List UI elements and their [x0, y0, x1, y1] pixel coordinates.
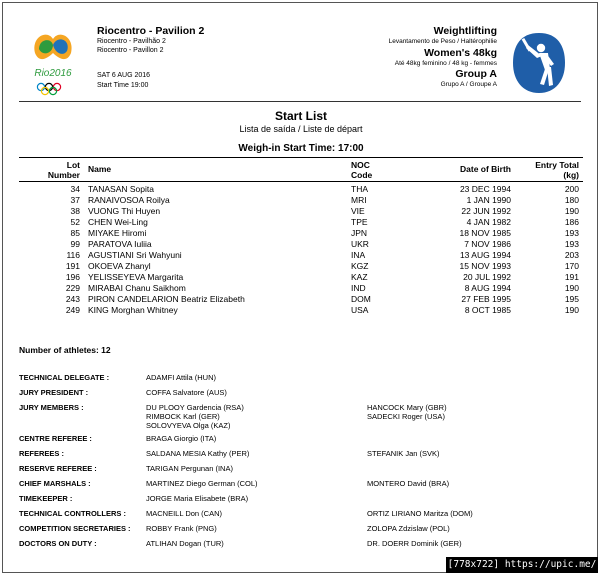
official-name: TARIGAN Pergunan (INA)	[146, 464, 233, 473]
noc-code: IND	[351, 283, 366, 293]
official-name: ROBBY Frank (PNG)	[146, 524, 217, 533]
header-lot: Lot Number	[47, 160, 80, 180]
official-role: TECHNICAL CONTROLLERS :	[19, 509, 126, 518]
header-name: Name	[88, 164, 112, 174]
official-role: DOCTORS ON DUTY :	[19, 539, 97, 548]
header-noc: NOC Code	[351, 160, 373, 180]
entry-total: 190	[564, 206, 579, 216]
header-divider	[19, 101, 581, 102]
official-role: COMPETITION SECRETARIES :	[19, 524, 131, 533]
date-of-birth: 23 DEC 1994	[459, 184, 511, 194]
official-row	[19, 494, 583, 509]
athlete-name: TANASAN Sopita	[88, 184, 154, 194]
official-names	[146, 479, 258, 488]
event-name-translations: Até 48kg feminino / 48 kg - femmes	[394, 59, 497, 67]
entry-total: 190	[564, 283, 579, 293]
officials-list	[19, 373, 583, 554]
official-names	[367, 403, 447, 421]
official-names	[146, 388, 227, 397]
noc-code: TPE	[351, 217, 368, 227]
official-name: DU PLOOY Gardencia (RSA)	[146, 403, 244, 412]
venue-name-pt: Riocentro - Pavilhão 2	[97, 38, 166, 45]
entry-total: 195	[564, 294, 579, 304]
official-names	[146, 524, 217, 533]
entry-total: 193	[564, 239, 579, 249]
lot-number: 37	[70, 195, 80, 205]
official-names	[146, 434, 216, 443]
official-names	[146, 449, 249, 458]
table-row	[19, 206, 583, 217]
table-row	[19, 195, 583, 206]
noc-code: THA	[351, 184, 368, 194]
official-row	[19, 373, 583, 388]
lot-number: 38	[70, 206, 80, 216]
official-row	[19, 524, 583, 539]
official-names	[146, 464, 233, 473]
table-row	[19, 250, 583, 261]
athlete-name: MIYAKE Hiromi	[88, 228, 147, 238]
official-row	[19, 539, 583, 554]
date-of-birth: 15 NOV 1993	[459, 261, 511, 271]
entry-total: 170	[564, 261, 579, 271]
official-name: COFFA Salvatore (AUS)	[146, 388, 227, 397]
date-of-birth: 13 AUG 1994	[459, 250, 511, 260]
venue-block	[97, 25, 204, 55]
official-name: MARTINEZ Diego German (COL)	[146, 479, 258, 488]
official-role: TECHNICAL DELEGATE :	[19, 373, 110, 382]
noc-code: USA	[351, 305, 369, 315]
header-dob: Date of Birth	[460, 164, 511, 174]
athlete-name: MIRABAI Chanu Saikhom	[88, 283, 186, 293]
official-name: ORTIZ LIRIANO Maritza (DOM)	[367, 509, 473, 518]
table-row	[19, 239, 583, 250]
official-name: JORGE Maria Elisabete (BRA)	[146, 494, 249, 503]
lot-number: 34	[70, 184, 80, 194]
entry-total: 193	[564, 228, 579, 238]
event-block	[389, 25, 497, 90]
official-name: STEFANIK Jan (SVK)	[367, 449, 440, 458]
table-header	[19, 157, 583, 182]
official-names	[367, 509, 473, 518]
date-of-birth: 8 OCT 1985	[464, 305, 511, 315]
lot-number: 99	[70, 239, 80, 249]
official-name: SOLOVYEVA Olga (KAZ)	[146, 421, 231, 430]
rio2016-logo	[25, 23, 81, 99]
session-date: SAT 6 AUG 2016	[97, 72, 151, 79]
official-role: TIMEKEEPER :	[19, 494, 73, 503]
official-role: CHIEF MARSHALS :	[19, 479, 91, 488]
official-role: JURY MEMBERS :	[19, 403, 84, 412]
athlete-name: PIRON CANDELARION Beatriz Elizabeth	[88, 294, 245, 304]
official-name: ADAMFI Attila (HUN)	[146, 373, 217, 382]
noc-code: VIE	[351, 206, 365, 216]
date-of-birth: 20 JUL 1992	[463, 272, 511, 282]
official-row	[19, 449, 583, 464]
date-of-birth: 1 JAN 1990	[466, 195, 511, 205]
table-row	[19, 228, 583, 239]
official-role: RESERVE REFEREE :	[19, 464, 97, 473]
noc-code: DOM	[351, 294, 371, 304]
official-names	[146, 539, 224, 548]
lot-number: 116	[66, 250, 80, 260]
lot-number: 229	[65, 283, 80, 293]
table-row	[19, 272, 583, 283]
noc-code: JPN	[351, 228, 368, 238]
header-entry-total: Entry Total (kg)	[535, 160, 579, 180]
official-names	[367, 449, 440, 458]
official-names	[367, 524, 450, 533]
entry-total: 180	[564, 195, 579, 205]
official-row	[19, 403, 583, 434]
venue-name-fr: Riocentro - Pavillon 2	[97, 47, 164, 54]
table-row	[19, 261, 583, 272]
weigh-in-time: Weigh-in Start Time: 17:00	[238, 143, 364, 154]
group-name: Group A	[455, 68, 497, 80]
table-row	[19, 294, 583, 305]
noc-code: MRI	[351, 195, 367, 205]
official-names	[146, 373, 216, 382]
table-row	[19, 184, 583, 195]
noc-code: UKR	[351, 239, 369, 249]
lot-number: 191	[65, 261, 80, 271]
athlete-name: CHEN Wei-Ling	[88, 217, 148, 227]
official-name: SADECKI Roger (USA)	[367, 412, 445, 421]
official-names	[146, 403, 244, 430]
official-row	[19, 509, 583, 524]
entry-total: 186	[564, 217, 579, 227]
noc-code: KGZ	[351, 261, 369, 271]
watermark: [778x722] https://upic.me/	[446, 557, 598, 573]
official-name: ZOLOPA Zdzislaw (POL)	[367, 524, 450, 533]
official-names	[367, 479, 449, 488]
official-role: CENTRE REFEREE :	[19, 434, 92, 443]
official-name: MACNEILL Don (CAN)	[146, 509, 222, 518]
lot-number: 52	[70, 217, 80, 227]
athlete-name: VUONG Thi Huyen	[88, 206, 161, 216]
official-names	[367, 539, 462, 548]
athlete-name: OKOEVA Zhanyl	[88, 261, 151, 271]
document-title: Start List	[274, 109, 327, 123]
table-body	[19, 182, 583, 316]
table-row	[19, 305, 583, 316]
date-of-birth: 18 NOV 1985	[459, 228, 511, 238]
table-row	[19, 217, 583, 228]
event-name: Women's 48kg	[424, 46, 497, 59]
group-name-translations: Grupo A / Groupe A	[440, 81, 497, 88]
date-of-birth: 22 JUN 1992	[461, 206, 511, 216]
sport-name-translations: Levantamento de Peso / Haltérophilie	[388, 38, 497, 45]
official-row	[19, 388, 583, 403]
session-start-time: Start Time 19:00	[97, 81, 149, 89]
noc-code: INA	[351, 250, 366, 260]
sport-name: Weightlifting	[433, 25, 497, 37]
entry-total: 200	[564, 184, 579, 194]
date-of-birth: 27 FEB 1995	[461, 294, 511, 304]
official-row	[19, 434, 583, 449]
start-list-table	[19, 157, 583, 316]
date-of-birth: 7 NOV 1986	[464, 239, 511, 249]
official-name: DR. DOERR Dominik (GER)	[367, 539, 462, 548]
venue-name: Riocentro - Pavilion 2	[97, 25, 205, 37]
entry-total: 190	[564, 305, 579, 315]
official-name: HANCOCK Mary (GBR)	[367, 403, 447, 412]
document-page	[2, 2, 598, 573]
lot-number: 85	[70, 228, 80, 238]
athlete-name: YELISSEYEVA Margarita	[88, 272, 184, 282]
lot-number: 196	[65, 272, 80, 282]
lot-number: 249	[65, 305, 80, 315]
entry-total: 191	[564, 272, 579, 282]
table-row	[19, 283, 583, 294]
official-name: ATLIHAN Dogan (TUR)	[146, 539, 224, 548]
date-of-birth: 8 AUG 1994	[464, 283, 511, 293]
logo-wordmark: Rio2016	[34, 68, 72, 79]
official-role: JURY PRESIDENT :	[19, 388, 89, 397]
athlete-name: AGUSTIANI Sri Wahyuni	[88, 250, 182, 260]
official-name: MONTERO David (BRA)	[367, 479, 450, 488]
official-row	[19, 479, 583, 494]
athletes-count: Number of athletes: 12	[19, 345, 111, 355]
official-names	[146, 509, 222, 518]
official-name: BRAGA Giorgio (ITA)	[146, 434, 217, 443]
session-info	[97, 71, 150, 90]
athlete-name: PARATOVA Iuliia	[88, 239, 152, 249]
date-of-birth: 4 JAN 1982	[466, 217, 511, 227]
official-name: SALDANA MESIA Kathy (PER)	[146, 449, 250, 458]
athlete-name: KING Morghan Whitney	[88, 305, 178, 315]
official-names	[146, 494, 248, 503]
official-row	[19, 464, 583, 479]
weightlifter-icon	[511, 31, 567, 95]
document-title-translations: Lista de saída / Liste de départ	[239, 124, 363, 134]
official-name: RIMBOCK Karl (GER)	[146, 412, 220, 421]
athlete-name: RANAIVOSOA Roilya	[88, 195, 170, 205]
lot-number: 243	[65, 294, 80, 304]
entry-total: 203	[564, 250, 579, 260]
noc-code: KAZ	[351, 272, 368, 282]
official-role: REFEREES :	[19, 449, 65, 458]
